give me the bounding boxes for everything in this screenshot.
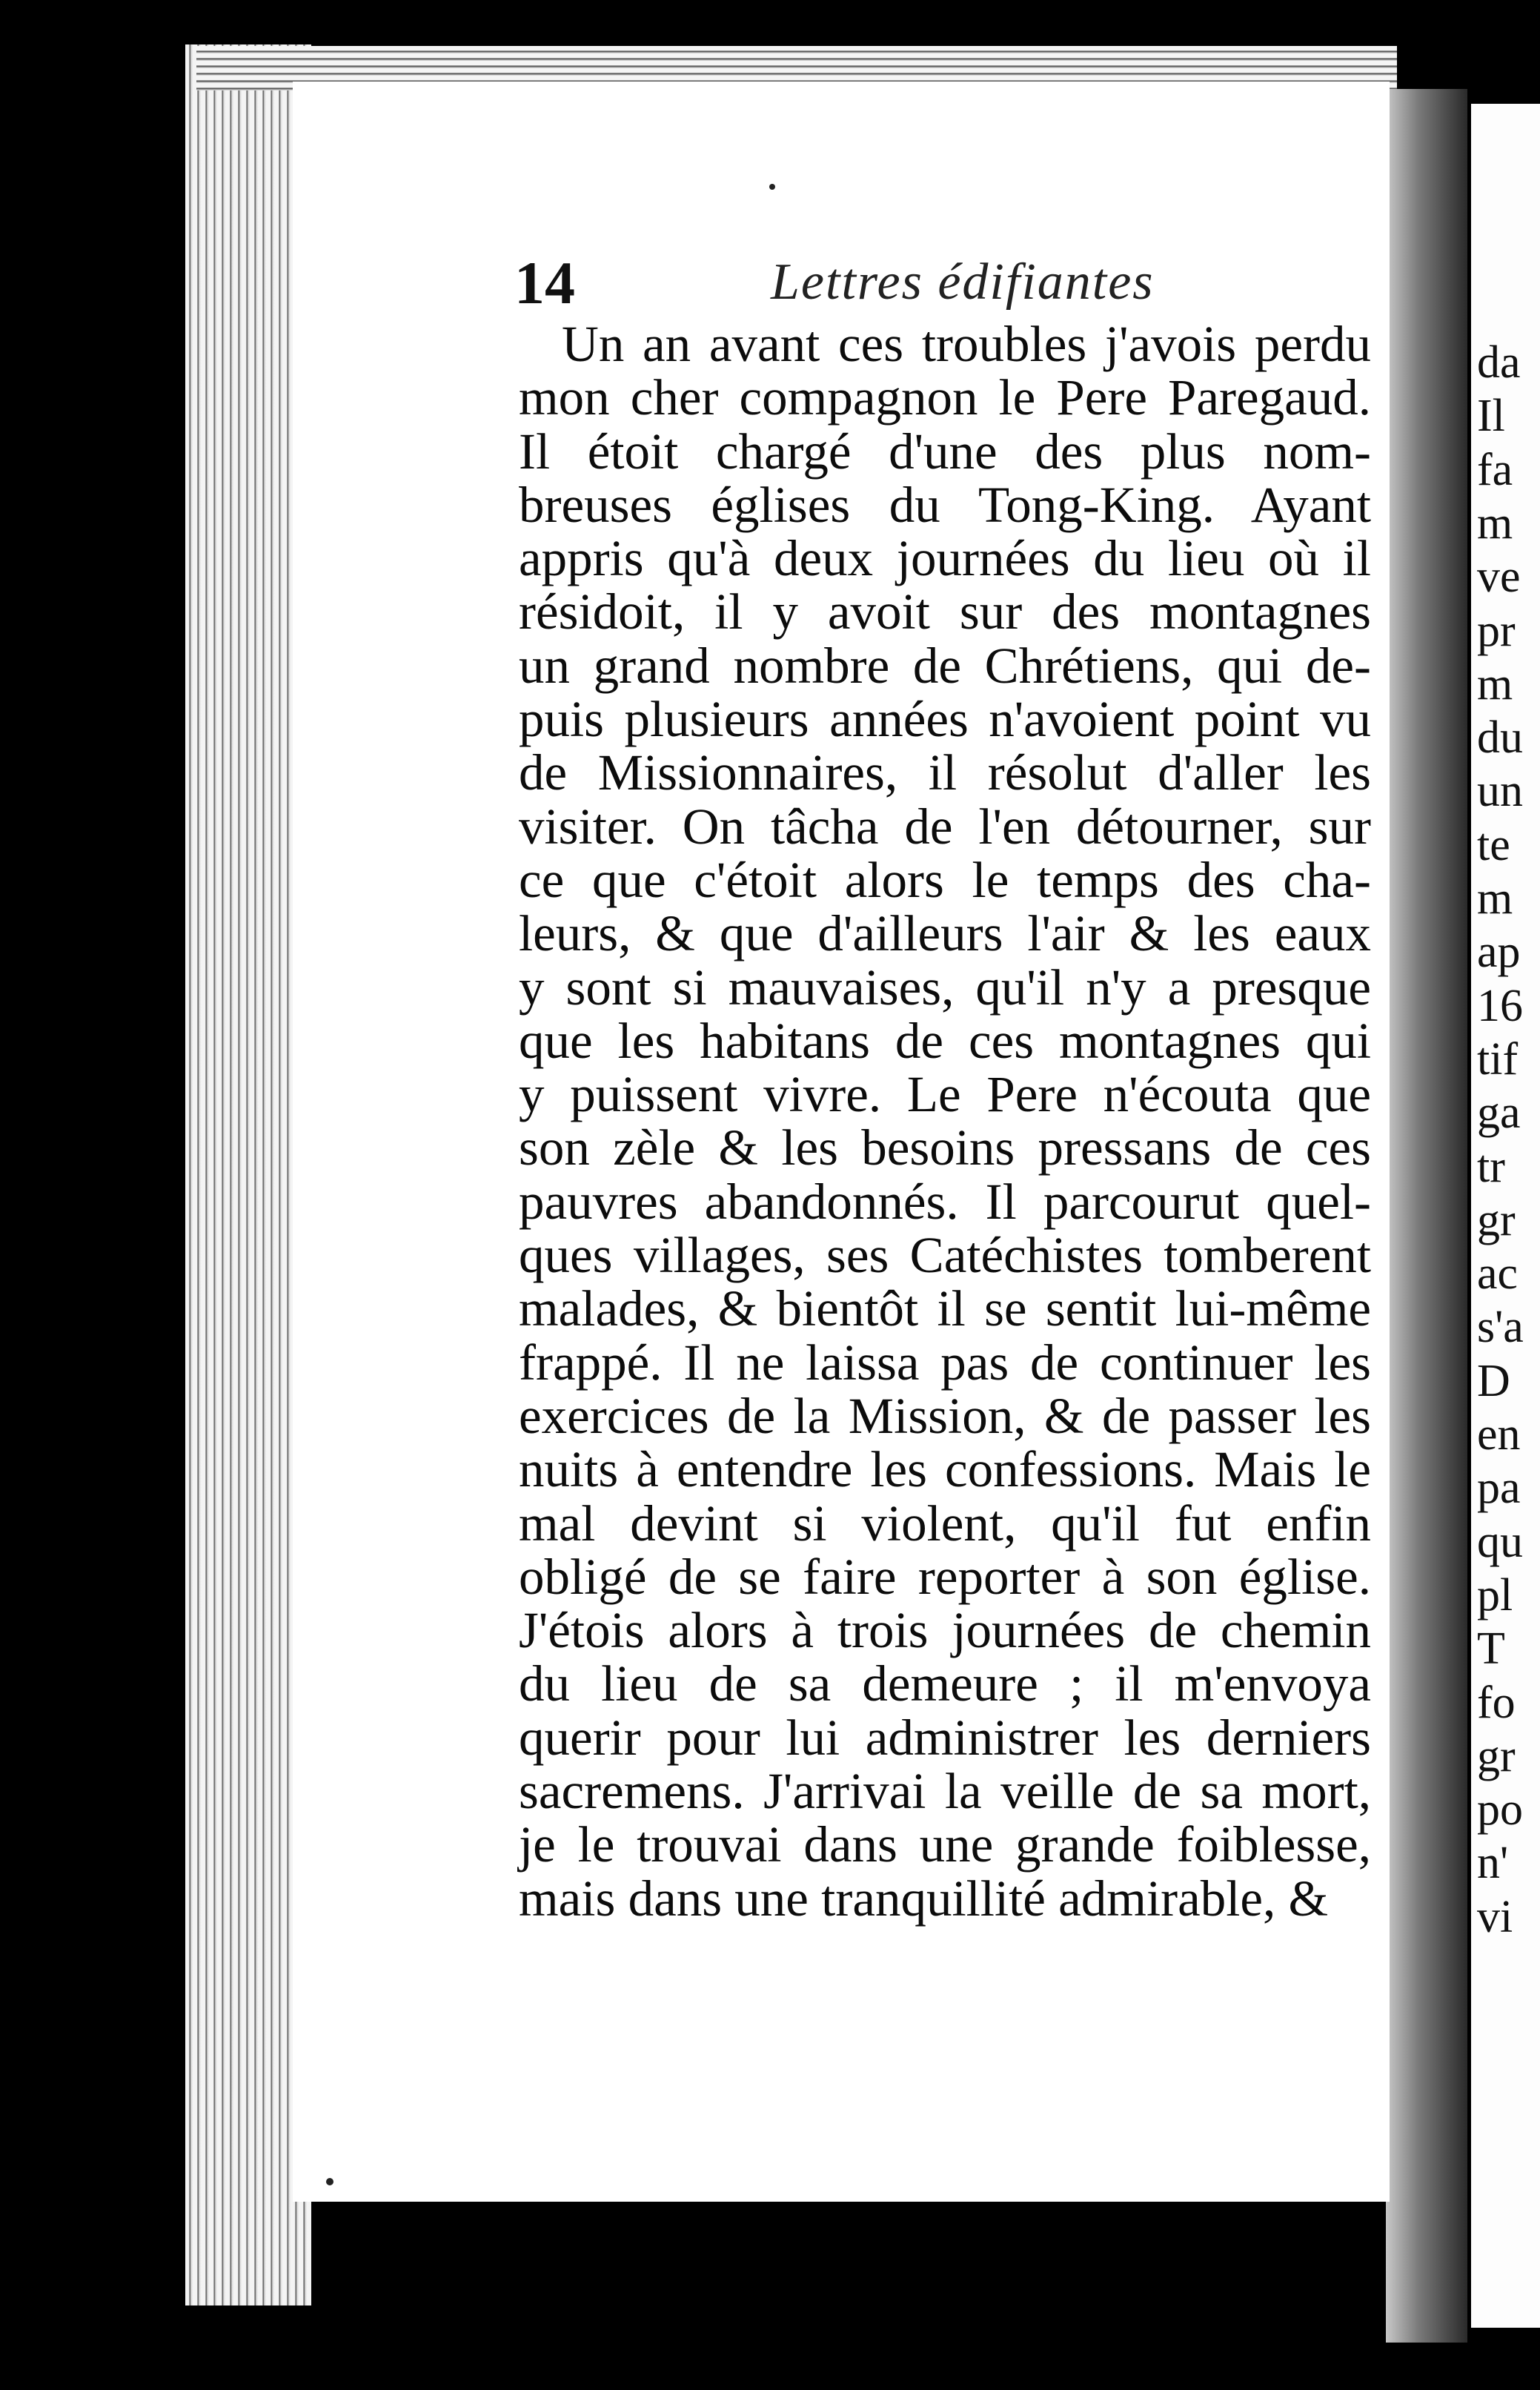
body-text xyxy=(519,317,1371,1925)
text-line: ce que c'étoit alors le temps des cha- xyxy=(519,851,1371,908)
fragment-line: tr xyxy=(1477,1141,1505,1192)
fragment-line: s'a xyxy=(1477,1302,1524,1353)
text-line: leurs, & que d'ailleurs l'air & les eaux xyxy=(519,905,1371,962)
fragment-line: gr xyxy=(1477,1730,1516,1781)
ink-speck xyxy=(326,2178,333,2185)
fragment-line: pl xyxy=(1477,1569,1513,1621)
text-line: Il étoit chargé d'une des plus nom- xyxy=(519,423,1371,480)
text-line: un grand nombre de Chrétiens, qui de- xyxy=(519,637,1371,694)
fragment-line: m xyxy=(1477,658,1513,709)
text-line: Un an avant ces troubles j'avois perdu xyxy=(562,316,1371,372)
fragment-line: fa xyxy=(1477,444,1513,495)
fragment-line: ac xyxy=(1477,1248,1519,1300)
next-page-fragment xyxy=(1471,104,1540,2328)
fragment-line: un xyxy=(1477,766,1523,817)
fragment-line: vi xyxy=(1477,1891,1513,1942)
page-number: 14 xyxy=(514,249,575,317)
text-line: pauvres abandonnés. Il parcourut quel- xyxy=(519,1173,1371,1230)
fragment-line: 16 xyxy=(1477,980,1523,1031)
fragment-line: te xyxy=(1477,819,1510,870)
fragment-line: D xyxy=(1477,1355,1510,1406)
fragment-line: n' xyxy=(1477,1838,1509,1889)
text-line: du lieu de sa demeure ; il m'envoya xyxy=(519,1655,1371,1712)
gutter-shadow xyxy=(1386,89,1467,2343)
text-line: malades, & bientôt il se sentit lui-même xyxy=(519,1280,1371,1337)
fragment-line: tif xyxy=(1477,1033,1519,1085)
fragment-line: Il xyxy=(1477,391,1505,442)
text-line: frappé. Il ne laissa pas de continuer les xyxy=(519,1334,1371,1391)
fragment-line: T xyxy=(1477,1623,1505,1675)
running-title: Lettres édifiantes xyxy=(771,254,1155,311)
text-line: nuits à entendre les confessions. Mais le xyxy=(519,1441,1371,1498)
fragment-line: m xyxy=(1477,497,1513,549)
text-line: y sont si mauvaises, qu'il n'y a presque xyxy=(519,959,1371,1016)
text-line: ques villages, ses Catéchistes tomberent xyxy=(519,1227,1371,1284)
text-line: résidoit, il y avoit sur des montagnes xyxy=(519,583,1371,640)
fragment-line: ve xyxy=(1477,552,1521,603)
text-line: y puissent vivre. Le Pere n'écouta que xyxy=(519,1066,1371,1123)
text-line: visiter. On tâcha de l'en détourner, sur xyxy=(519,798,1371,855)
text-line: exercices de la Mission, & de passer les xyxy=(519,1387,1371,1444)
running-head xyxy=(514,248,1482,317)
text-line: J'étois alors à trois journées de chemin xyxy=(519,1602,1371,1659)
text-line: puis plusieurs années n'avoient point vu xyxy=(519,691,1371,748)
fragment-line: po xyxy=(1477,1784,1523,1835)
text-line: sacremens. J'arrivai la veille de sa mort, xyxy=(519,1763,1371,1820)
text-line: appris qu'à deux journées du lieu où il xyxy=(519,530,1371,587)
text-line: de Missionnaires, il résolut d'aller les xyxy=(519,744,1371,801)
fragment-line: ga xyxy=(1477,1088,1521,1139)
fragment-line: qu xyxy=(1477,1516,1523,1567)
fragment-line: pa xyxy=(1477,1463,1521,1514)
fragment-line: da xyxy=(1477,337,1521,388)
text-line: je le trouvai dans une grande foiblesse, xyxy=(519,1816,1371,1873)
fragment-line: m xyxy=(1477,873,1513,924)
fragment-line: fo xyxy=(1477,1677,1516,1728)
fragment-line: gr xyxy=(1477,1194,1516,1245)
text-line: breuses églises du Tong-King. Ayant xyxy=(519,476,1371,533)
fragment-line: du xyxy=(1477,712,1523,764)
text-line: mon cher compagnon le Pere Paregaud. xyxy=(519,369,1371,426)
fragment-line: ap xyxy=(1477,927,1521,978)
text-line: son zèle & les besoins pressans de ces xyxy=(519,1119,1371,1176)
ink-speck xyxy=(769,184,775,190)
text-line: mal devint si violent, qu'il fut enfin xyxy=(519,1494,1371,1552)
text-line: mais dans une tranquillité admirable, & xyxy=(519,1870,1329,1927)
text-line: que les habitans de ces montagnes qui xyxy=(519,1012,1371,1069)
text-line: querir pour lui administrer les derniers xyxy=(519,1709,1371,1766)
fragment-line: pr xyxy=(1477,605,1516,656)
fragment-line: en xyxy=(1477,1409,1521,1460)
text-line: obligé de se faire reporter à son église. xyxy=(519,1548,1371,1605)
